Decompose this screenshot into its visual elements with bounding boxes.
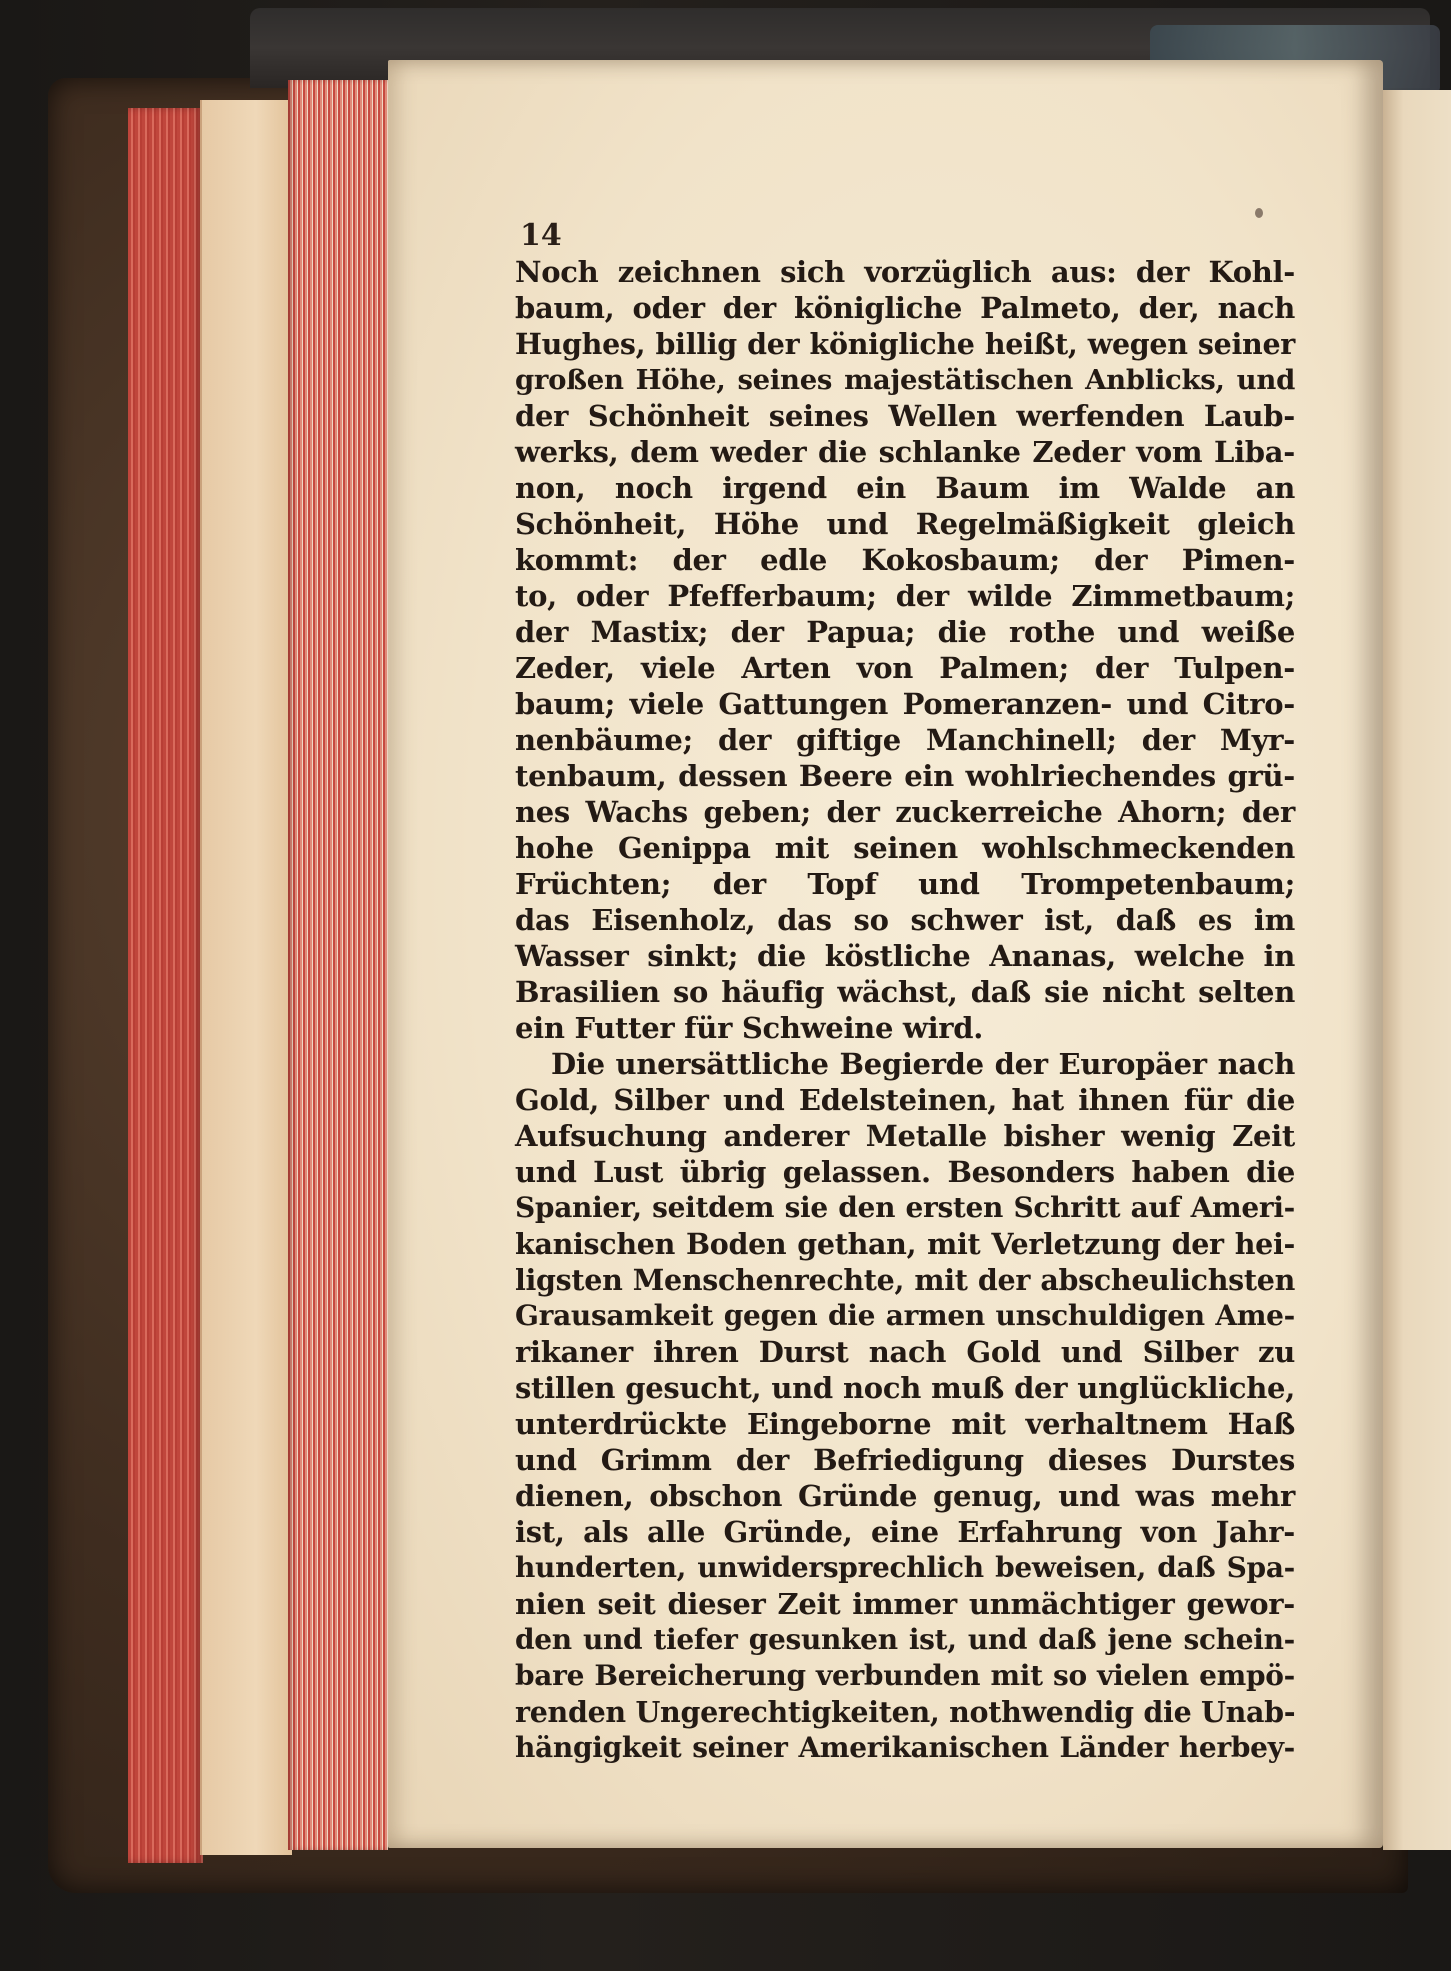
paper-spot [1255,208,1263,218]
text-line: to, oder Pfefferbaum; der wilde Zimmetbaum; [515,579,1295,613]
page-edges-cream [200,100,292,1855]
text-line: den und tiefer gesunken ist, und daß jene schein- [515,1623,1295,1656]
page-number: 14 [520,218,562,253]
page-edges-red-inner [288,80,388,1850]
text-line: ist, als alle Gründe, eine Erfahrung von Jahr- [515,1515,1295,1549]
text-line: unterdrückte Eingeborne mit verhaltnem Haß [515,1407,1295,1441]
text-line: ein Futter für Schweine wird. [515,1011,984,1045]
text-line: non, noch irgend ein Baum im Walde an [515,471,1295,505]
text-line: ligsten Menschenrechte, mit der abscheulichsten [515,1263,1295,1297]
text-line: Wasser sinkt; die köstliche Ananas, welche in [515,939,1295,973]
text-line: baum; viele Gattungen Pomeranzen- und Citro- [515,687,1295,721]
text-line: und Lust übrig gelassen. Besonders haben die [515,1155,1295,1189]
text-line: das Eisenholz, das so schwer ist, daß es im [515,903,1295,937]
text-line: stillen gesucht, und noch muß der unglückliche, [515,1371,1295,1405]
text-line: rikaner ihren Durst nach Gold und Silber zu [515,1335,1295,1369]
text-line: Hughes, billig der königliche heißt, wegen seiner [515,327,1295,361]
text-line: baum, oder der königliche Palmeto, der, nach [515,291,1295,325]
text-line: Noch zeichnen sich vorzüglich aus: der Kohl- [515,255,1295,289]
text-line: großen Höhe, seines majestätischen Anblicks, und [515,364,1295,396]
text-line: nenbäume; der giftige Manchinell; der Myr- [515,723,1295,757]
text-line: der Schönheit seines Wellen werfenden Laub- [515,399,1295,433]
page-edges-red [128,108,203,1863]
text-line: hohe Genippa mit seinen wohlschmeckenden [515,831,1295,865]
text-line: nien seit dieser Zeit immer unmächtiger gewor- [515,1587,1295,1621]
text-line: Früchten; der Topf und Trompetenbaum; [515,867,1295,901]
text-line: Grausamkeit gegen die armen unschuldigen Ame- [515,1299,1295,1332]
text-line: kanischen Boden gethan, mit Verletzung der hei- [515,1227,1295,1261]
text-line: Zeder, viele Arten von Palmen; der Tulpen- [515,651,1295,685]
text-line: tenbaum, dessen Beere ein wohlriechendes grü- [515,759,1295,793]
text-line: Aufsuchung anderer Metalle bisher wenig Zeit [515,1119,1295,1153]
page-text [515,256,1295,1776]
text-line: bare Bereicherung verbunden mit so vielen empö- [515,1659,1295,1692]
text-line: kommt: der edle Kokosbaum; der Pimen- [515,543,1295,577]
text-line: hunderten, unwidersprechlich beweisen, daß Spa- [515,1551,1295,1584]
text-line: der Mastix; der Papua; die rothe und weiße [515,615,1295,649]
text-line: Schönheit, Höhe und Regelmäßigkeit gleich [515,507,1295,541]
text-line: renden Ungerechtigkeiten, nothwendig die Unab- [515,1695,1296,1729]
text-line: Brasilien so häufig wächst, daß sie nicht selten [515,975,1295,1009]
text-line: und Grimm der Befriedigung dieses Durstes [515,1443,1295,1477]
text-line: Gold, Silber und Edelsteinen, hat ihnen für die [515,1083,1295,1117]
text-line: werks, dem weder die schlanke Zeder vom Liba- [515,435,1295,469]
text-line: nes Wachs geben; der zuckerreiche Ahorn; der [515,795,1295,829]
text-line: Die unersättliche Begierde der Europäer nach [551,1047,1295,1081]
text-line: Spanier, seitdem sie den ersten Schritt auf Ameri- [515,1191,1295,1224]
text-line: dienen, obschon Gründe genug, und was mehr [515,1479,1295,1513]
facing-page-edge [1383,90,1451,1850]
text-line: hängigkeit seiner Amerikanischen Länder herbey- [515,1731,1295,1764]
